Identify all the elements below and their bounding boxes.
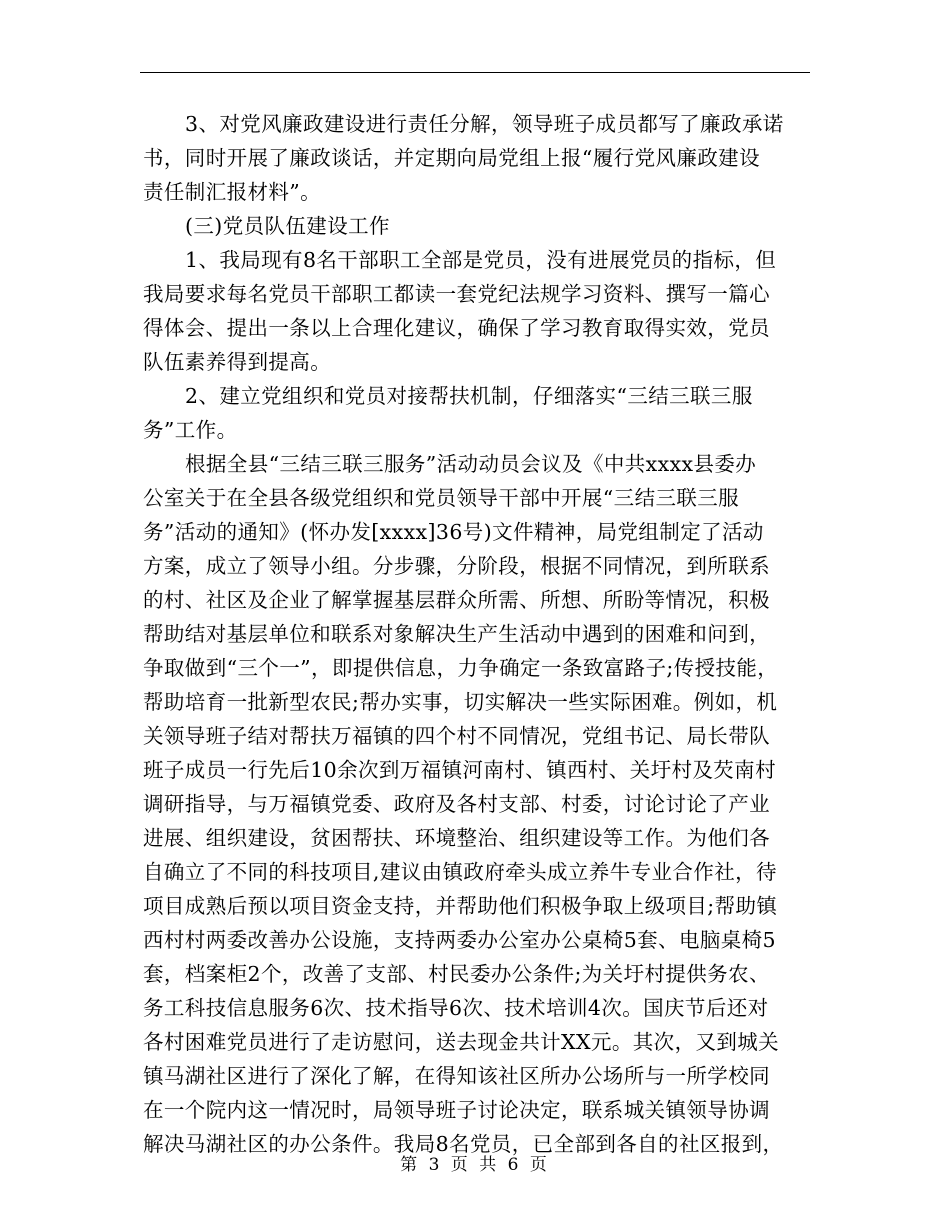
text-line: 班子成员一行先后10余次到万福镇河南村、镇西村、关圩村及芡南村 <box>143 758 776 782</box>
text-line: 务”活动的通知》(怀办发[xxxx]36号)文件精神，局党组制定了活动 <box>143 520 764 544</box>
text-line: 2、建立党组织和党员对接帮扶机制，仔细落实“三结三联三服 <box>185 384 753 408</box>
text-line: 公室关于在全县各级党组织和党员领导干部中开展“三结三联三服 <box>143 486 740 510</box>
text-line: 镇马湖社区进行了深化了解，在得知该社区所办公场所与一所学校同 <box>143 1064 770 1088</box>
text-line: 得体会、提出一条以上合理化建议，确保了学习教育取得实效，党员 <box>143 316 770 340</box>
header-rule <box>140 72 810 73</box>
text-line: 自确立了不同的科技项目,建议由镇政府牵头成立养牛专业合作社，待 <box>143 860 777 884</box>
text-line: 书，同时开展了廉政谈话，并定期向局党组上报“履行党风廉政建设 <box>143 146 760 170</box>
text-line: 调研指导，与万福镇党委、政府及各村支部、村委，讨论讨论了产业 <box>143 792 770 816</box>
text-line: 责任制汇报材料”。 <box>143 180 322 204</box>
page-footer: 第 3 页 共 6 页 <box>400 1155 550 1175</box>
text-line: 我局要求每名党员干部职工都读一套党纪法规学习资料、撰写一篇心 <box>143 282 770 306</box>
text-line: 方案，成立了领导小组。分步骤，分阶段，根据不同情况，到所联系 <box>143 554 770 578</box>
text-line: 3、对党风廉政建设进行责任分解，领导班子成员都写了廉政承诺 <box>185 112 784 136</box>
text-line: 务”工作。 <box>143 418 238 442</box>
text-line: (三)党员队伍建设工作 <box>185 214 390 238</box>
text-line: 队伍素养得到提高。 <box>143 350 332 374</box>
text-line: 在一个院内这一情况时，局领导班子讨论决定，联系城关镇领导协调 <box>143 1098 770 1122</box>
text-line: 争取做到“三个一”，即提供信息，力争确定一条致富路子;传授技能， <box>143 656 779 680</box>
text-line: 1、我局现有8名干部职工全部是党员，没有进展党员的指标，但 <box>185 248 777 272</box>
text-line: 的村、社区及企业了解掌握基层群众所需、所想、所盼等情况，积极 <box>143 588 770 612</box>
text-line: 项目成熟后预以项目资金支持，并帮助他们积极争取上级项目;帮助镇 <box>143 894 778 918</box>
text-line: 务工科技信息服务6次、技术指导6次、技术培训4次。国庆节后还对 <box>143 996 769 1020</box>
text-line: 各村困难党员进行了走访慰问，送去现金共计XX元。其次，又到城关 <box>143 1030 780 1054</box>
text-line: 套，档案柜2个，改善了支部、村民委办公条件;为关圩村提供务农、 <box>143 962 770 986</box>
text-line: 帮助结对基层单位和联系对象解决生产生活动中遇到的困难和问到， <box>143 622 770 646</box>
text-line: 西村村两委改善办公设施，支持两委办公室办公桌椅5套、电脑桌椅5 <box>143 928 776 952</box>
text-line: 解决马湖社区的办公条件。我局8名党员，已全部到各自的社区报到， <box>143 1132 784 1156</box>
text-line: 关领导班子结对帮扶万福镇的四个村不同情况，党组书记、局长带队 <box>143 724 770 748</box>
text-line: 根据全县“三结三联三服务”活动动员会议及《中共xxxx县委办 <box>185 452 757 476</box>
document-body <box>143 107 815 1161</box>
text-line: 进展、组织建设，贫困帮扶、环境整治、组织建设等工作。为他们各 <box>143 826 770 850</box>
text-line: 帮助培育一批新型农民;帮办实事，切实解决一些实际困难。例如，机 <box>143 690 778 714</box>
